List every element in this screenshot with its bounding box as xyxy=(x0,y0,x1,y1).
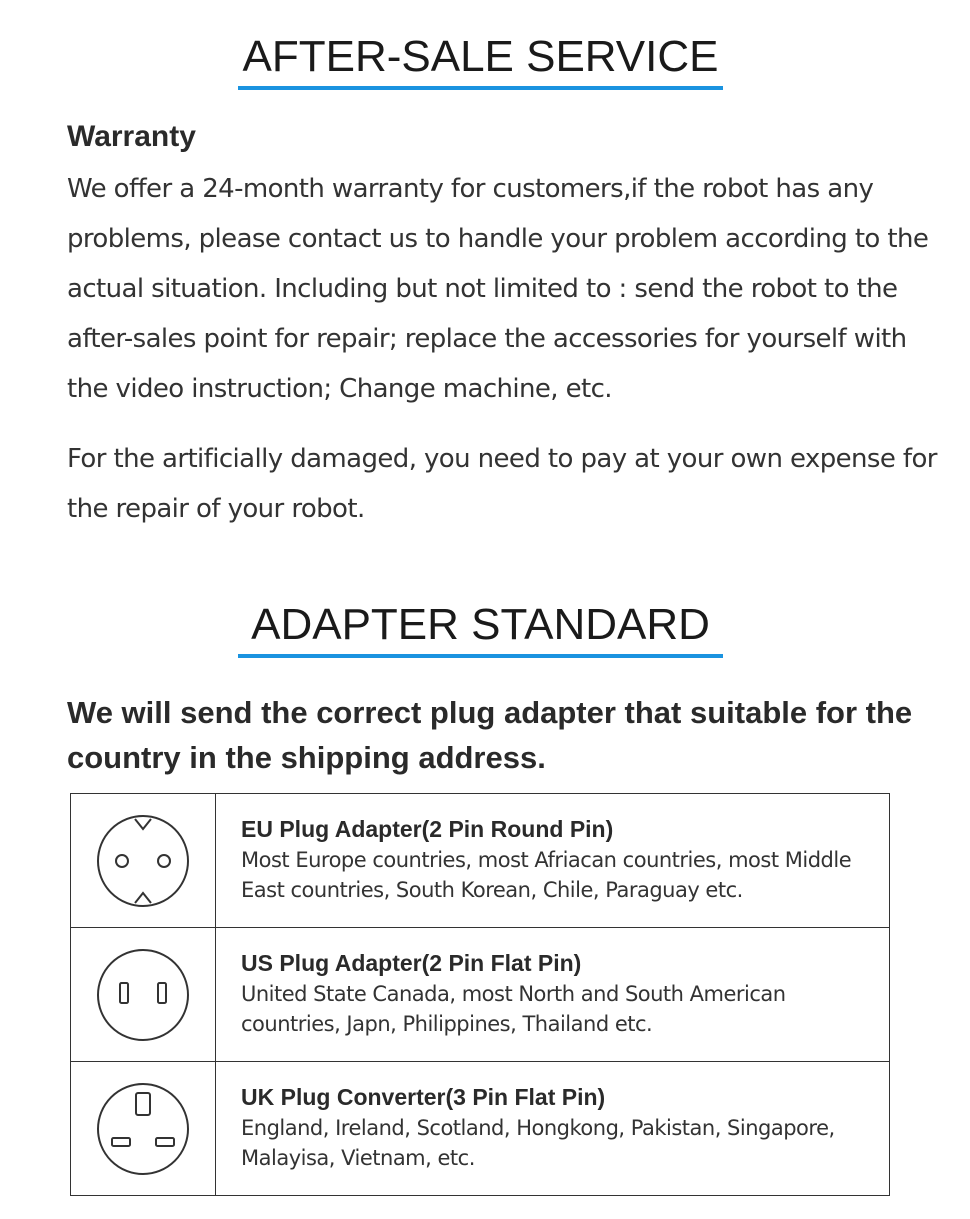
damage-text: For the artificially damaged, you need to pay at your own expense for the repair of your robot. xyxy=(67,444,937,524)
title-underline xyxy=(238,86,723,90)
after-sale-title xyxy=(238,32,723,82)
plug-icon-cell xyxy=(71,794,216,928)
adapter-standard-title xyxy=(238,600,723,650)
plug-text-cell xyxy=(216,794,890,928)
plug-description: Most Europe countries, most Afriacan countries, most Middle East countries, South Korean, Chile, Paraguay etc. xyxy=(241,848,852,902)
adapter-standard-title-text: ADAPTER STANDARD xyxy=(251,600,710,649)
uk-plug-icon xyxy=(95,1081,191,1177)
plug-name: UK Plug Converter(3 Pin Flat Pin) xyxy=(241,1084,606,1110)
warranty-heading: Warranty xyxy=(67,120,196,153)
us-plug-icon xyxy=(95,947,191,1043)
plug-text-cell xyxy=(216,928,890,1062)
table-row xyxy=(71,794,890,928)
title-underline xyxy=(238,654,723,658)
warranty-text: We offer a 24-month warranty for customers,if the robot has any problems, please contact us to handle your problem according to the actual situation. Including but not limited to : send the robot to the after-sales point for repair; replace the accessories for yourself with the video instruction; Change machine, etc. xyxy=(67,174,929,404)
eu-plug-icon xyxy=(95,813,191,909)
table-row xyxy=(71,928,890,1062)
adapter-intro: We will send the correct plug adapter that suitable for the country in the shipping address. xyxy=(67,695,913,775)
plug-name: EU Plug Adapter(2 Pin Round Pin) xyxy=(241,816,614,842)
after-sale-title-text: AFTER-SALE SERVICE xyxy=(242,32,719,81)
plug-name: US Plug Adapter(2 Pin Flat Pin) xyxy=(241,950,582,976)
plug-description: United State Canada, most North and South American countries, Japn, Philippines, Thailand etc. xyxy=(241,982,786,1036)
plug-table xyxy=(70,793,890,1196)
plug-description: England, Ireland, Scotland, Hongkong, Pakistan, Singapore, Malayisa, Vietnam, etc. xyxy=(241,1116,835,1170)
plug-icon-cell xyxy=(71,928,216,1062)
table-row xyxy=(71,1062,890,1196)
plug-text-cell xyxy=(216,1062,890,1196)
plug-icon-cell xyxy=(71,1062,216,1196)
